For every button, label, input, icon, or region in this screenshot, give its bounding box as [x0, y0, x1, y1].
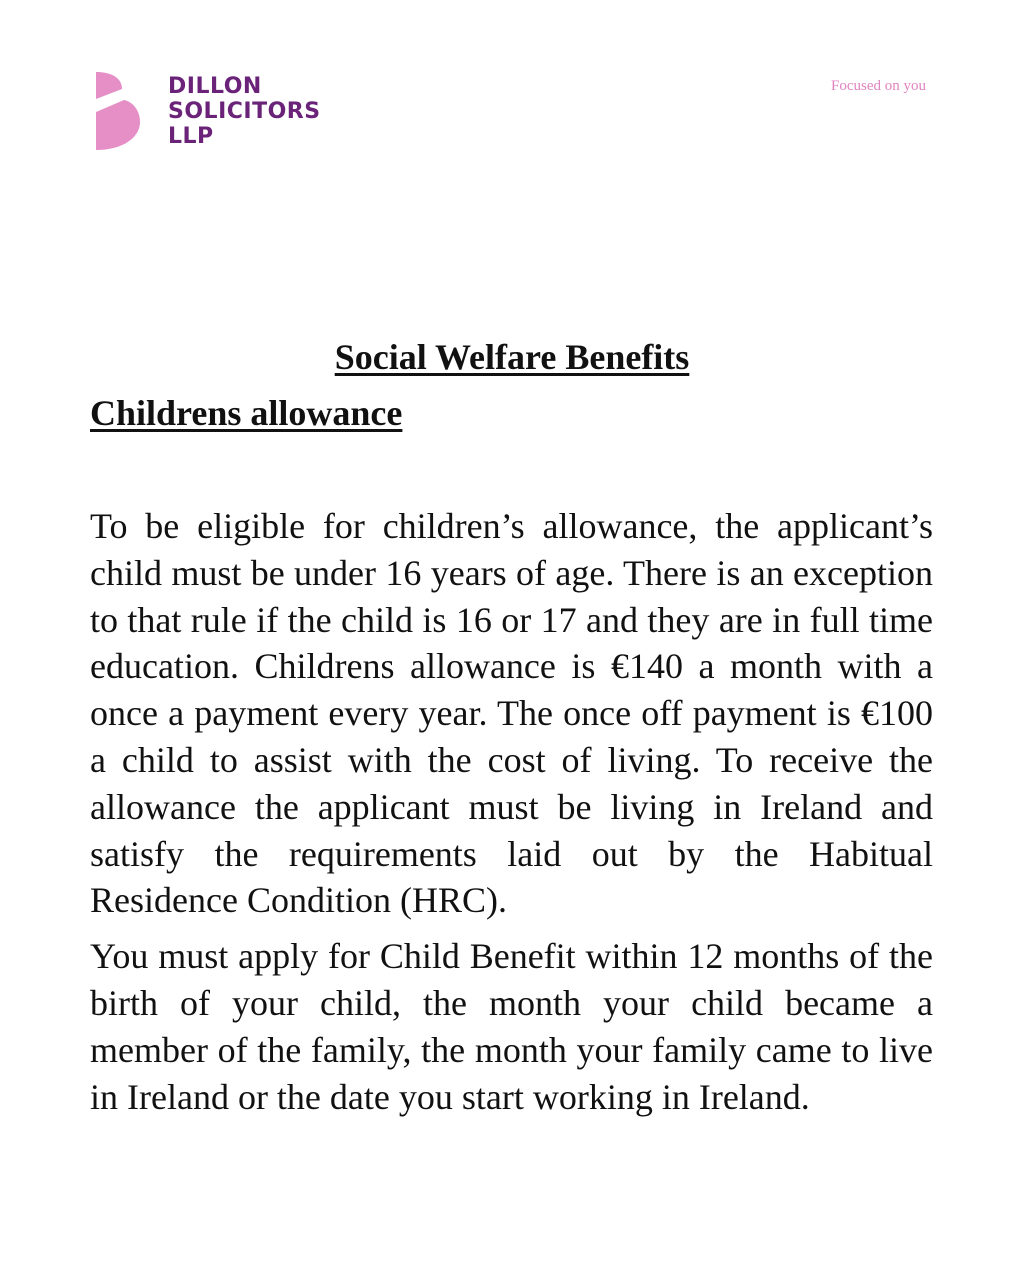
logo-mark-icon — [96, 72, 150, 150]
logo-line-llp: LLP — [168, 124, 214, 149]
logo-line-dillon: DILLON — [168, 74, 262, 99]
paragraph-application-deadline: You must apply for Child Benefit within 12 months of the birth of your child, the month your child became a member of the family, the month your family came to live in Ireland or the date you start working in Ireland. — [90, 936, 933, 1117]
page-title: Social Welfare Benefits — [334, 337, 690, 377]
company-logo — [96, 72, 356, 152]
document-body — [90, 503, 933, 1120]
logo-wordmark — [168, 74, 321, 149]
tagline: Focused on you — [831, 78, 926, 94]
logo-line-solicitors: SOLICITORS — [168, 99, 321, 124]
paragraph-eligibility: To be eligible for children’s allowance, the applicant’s child must be under 16 years of age. There is an exception to that rule if the child is 16 or 17 and they are in full time education. Childrens allowance is €140 a month with a once a payment every year. The once off payment is €100 a child to assist with the cost of living. To receive the allowance the applicant must be living in Ireland and satisfy the requirements laid out by the Habitual Residence Condition (HRC). — [90, 506, 933, 921]
section-heading: Childrens allowance — [90, 393, 403, 433]
